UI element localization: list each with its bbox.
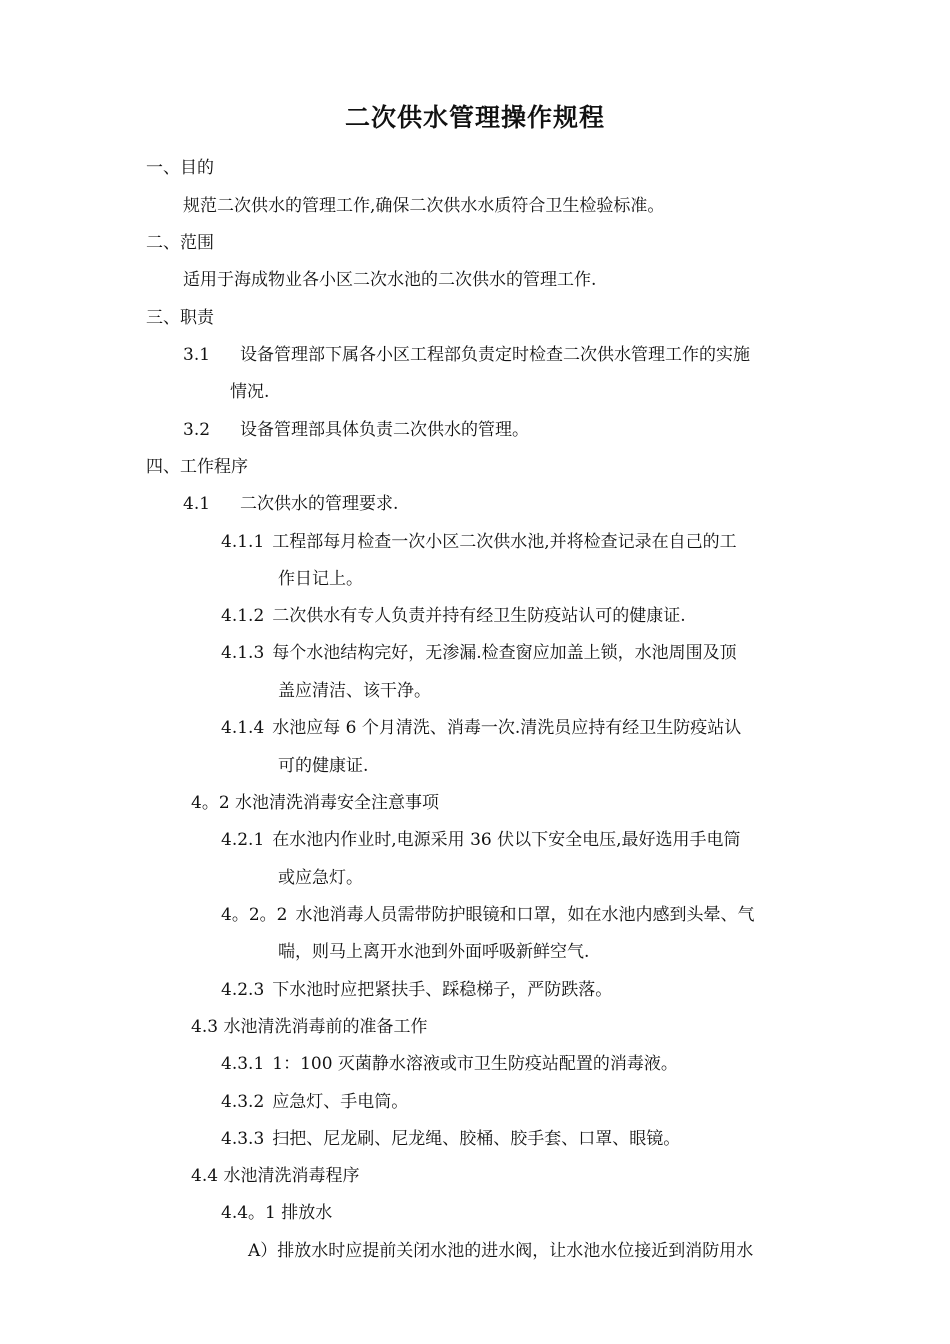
item-number: 4.2.3 bbox=[221, 980, 265, 1000]
section-text-scope: 适用于海成物业各小区二次水池的二次供水的管理工作. bbox=[183, 270, 597, 290]
item-number: 4。2。2 bbox=[221, 905, 288, 925]
section-heading-duties: 三、职责 bbox=[146, 308, 214, 328]
list-item-3-1 bbox=[183, 343, 750, 367]
item-number: 4.1.4 bbox=[221, 718, 265, 738]
subsection-4-2: 4。2 水池清洗消毒安全注意事项 bbox=[191, 793, 440, 813]
item-number: 4.3.2 bbox=[221, 1092, 265, 1112]
list-item-4-2-1 bbox=[221, 828, 741, 852]
item-number: 4.3.1 bbox=[221, 1054, 265, 1074]
list-item-4-1-4-continuation: 可的健康证. bbox=[278, 756, 369, 776]
item-number: 3.2 bbox=[183, 420, 211, 440]
list-item-4-2-2 bbox=[221, 903, 754, 927]
item-number: 4.1.3 bbox=[221, 643, 265, 663]
item-text: 二次供水的管理要求. bbox=[240, 494, 399, 514]
item-text: 在水池内作业时,电源采用 36 伏以下安全电压,最好选用手电筒 bbox=[272, 830, 741, 850]
subsection-4-4-1: 4.4。1 排放水 bbox=[221, 1203, 333, 1223]
item-text: 设备管理部具体负责二次供水的管理。 bbox=[240, 420, 530, 440]
list-item-4-2-2-continuation: 喘，则马上离开水池到外面呼吸新鲜空气. bbox=[278, 942, 590, 962]
item-number: 4.3.3 bbox=[221, 1129, 265, 1149]
section-text-purpose: 规范二次供水的管理工作,确保二次供水水质符合卫生检验标准。 bbox=[183, 196, 665, 216]
item-text: 工程部每月检查一次小区二次供水池,并将检查记录在自己的工 bbox=[272, 532, 737, 552]
list-item-4-1-2 bbox=[221, 604, 686, 628]
section-heading-scope: 二、范围 bbox=[146, 233, 214, 253]
item-text: 扫把、尼龙刷、尼龙绳、胶桶、胶手套、口罩、眼镜。 bbox=[272, 1129, 681, 1149]
list-item-4-3-1 bbox=[221, 1052, 678, 1076]
list-item-4-3-3 bbox=[221, 1127, 680, 1151]
item-text: 应急灯、手电筒。 bbox=[272, 1092, 409, 1112]
list-item-4-1-1 bbox=[221, 530, 737, 554]
list-item-4-1-4 bbox=[221, 716, 741, 740]
subsection-4-4: 4.4 水池清洗消毒程序 bbox=[191, 1166, 360, 1186]
item-number: 3.1 bbox=[183, 345, 211, 365]
page-title: 二次供水管理操作规程 bbox=[344, 103, 605, 132]
item-text: 1：100 灭菌静水溶液或市卫生防疫站配置的消毒液。 bbox=[272, 1054, 678, 1074]
list-item-3-1-continuation: 情况. bbox=[230, 382, 270, 402]
item-number: 4.1.1 bbox=[221, 532, 265, 552]
item-text: 水池应每 6 个月清洗、消毒一次.清洗员应持有经卫生防疫站认 bbox=[272, 718, 742, 738]
item-text: 下水池时应把紧扶手、踩稳梯子，严防跌落。 bbox=[272, 980, 613, 1000]
list-item-4-2-1-continuation: 或应急灯。 bbox=[278, 868, 363, 888]
item-text: 水池消毒人员需带防护眼镜和口罩，如在水池内感到头晕、气 bbox=[295, 905, 755, 925]
list-item-4-1-3-continuation: 盖应清洁、该干净。 bbox=[278, 681, 431, 701]
section-heading-procedure: 四、工作程序 bbox=[146, 457, 248, 477]
list-item-4-1-1-continuation: 作日记上。 bbox=[278, 569, 363, 589]
item-text: 每个水池结构完好，无渗漏.检查窗应加盖上锁，水池周围及顶 bbox=[272, 643, 737, 663]
item-text: 设备管理部下属各小区工程部负责定时检查二次供水管理工作的实施 bbox=[240, 345, 751, 365]
list-item-4-1-3 bbox=[221, 641, 737, 665]
list-item-4-3-2 bbox=[221, 1090, 408, 1114]
item-number: 4.2.1 bbox=[221, 830, 265, 850]
item-text: 二次供水有专人负责并持有经卫生防疫站认可的健康证. bbox=[272, 606, 686, 626]
subsection-4-1 bbox=[183, 492, 398, 516]
item-number: 4.1 bbox=[183, 494, 211, 514]
subsection-4-3: 4.3 水池清洗消毒前的准备工作 bbox=[191, 1017, 428, 1037]
list-item-4-2-3 bbox=[221, 978, 612, 1002]
item-number: 4.1.2 bbox=[221, 606, 265, 626]
section-heading-purpose: 一、目的 bbox=[146, 158, 214, 178]
list-item-4-4-1-a: A）排放水时应提前关闭水池的进水阀，让水池水位接近到消防用水 bbox=[248, 1241, 754, 1261]
list-item-3-2 bbox=[183, 418, 529, 442]
